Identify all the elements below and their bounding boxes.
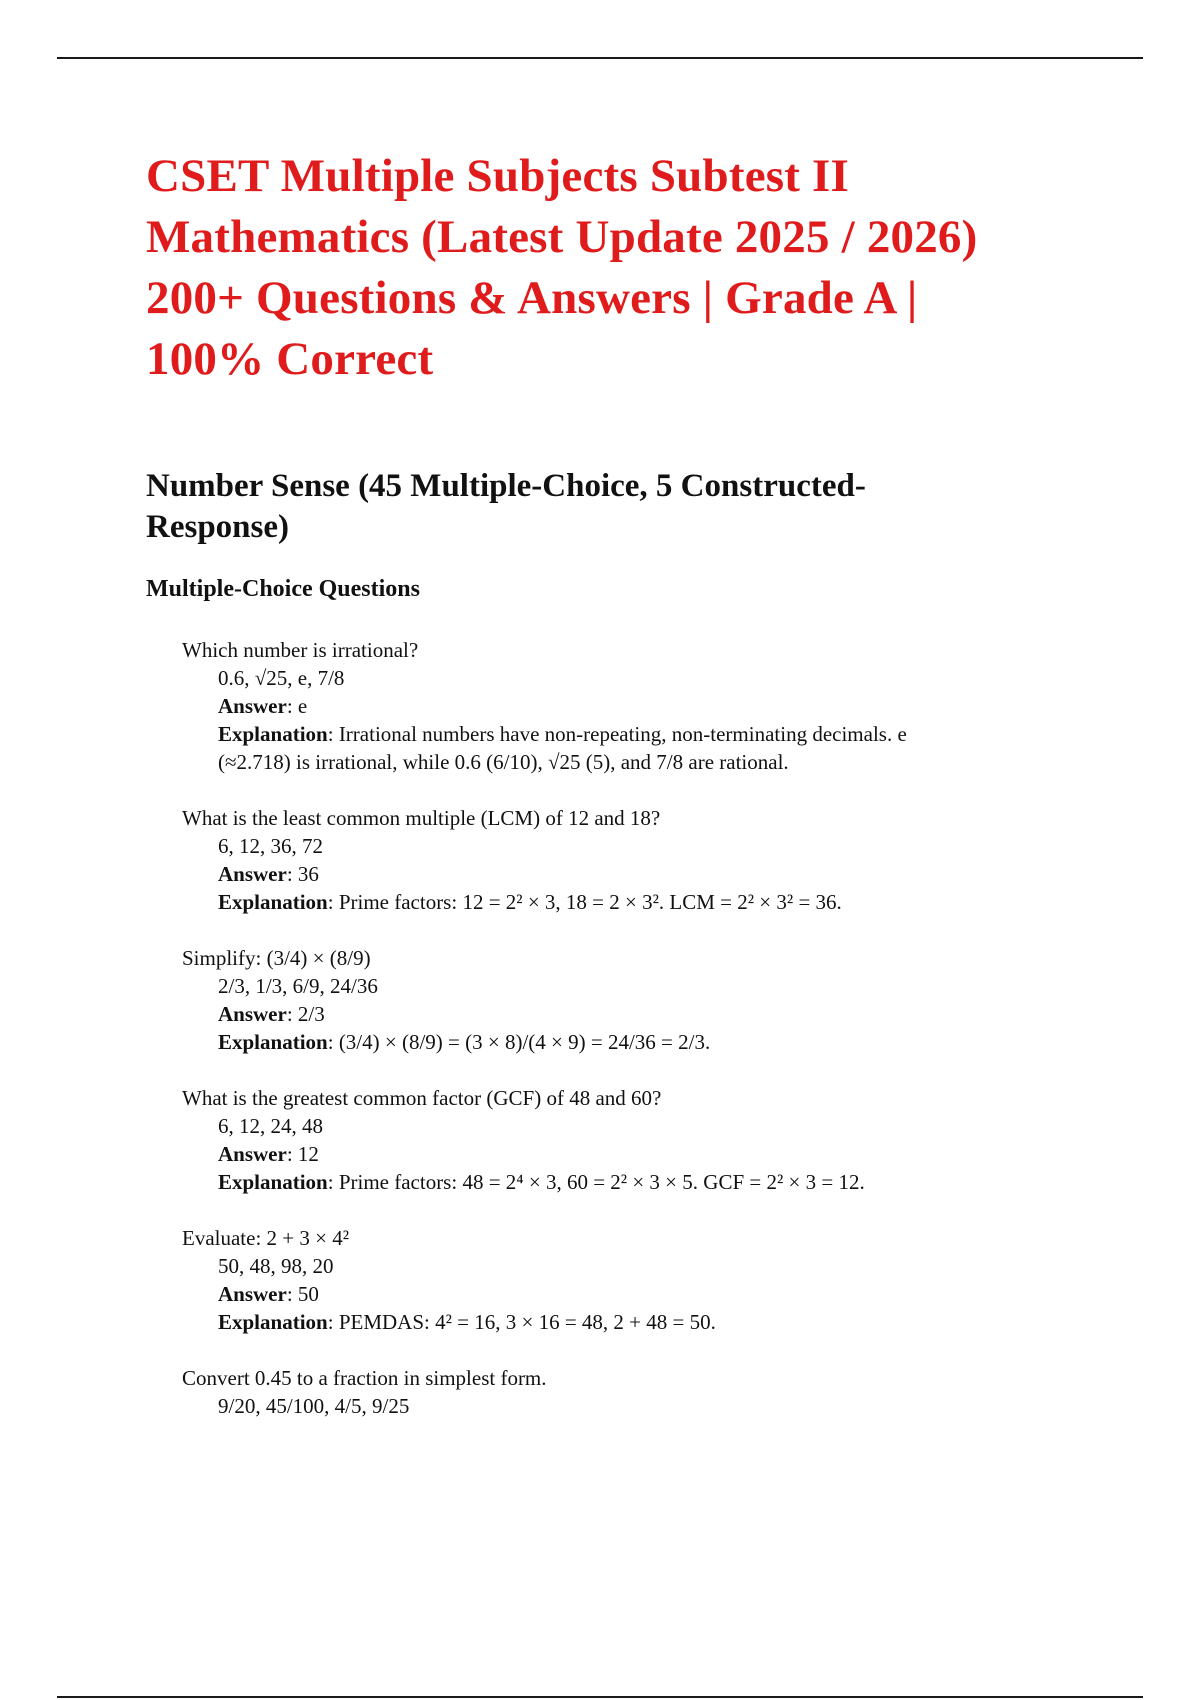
question-body bbox=[182, 972, 1106, 1056]
answer-line bbox=[218, 1000, 1106, 1028]
label-separator: : bbox=[327, 1170, 339, 1194]
answer-line bbox=[218, 1140, 1106, 1168]
question-item bbox=[182, 804, 1106, 916]
answer-value: 36 bbox=[297, 862, 319, 886]
explanation-text: PEMDAS: 4² = 16, 3 × 16 = 48, 2 + 48 = 50. bbox=[338, 1310, 716, 1334]
section-heading-line: Number Sense (45 Multiple-Choice, 5 Constructed- bbox=[146, 468, 866, 504]
answer-options: 6, 12, 24, 48 bbox=[218, 1114, 323, 1138]
question-body bbox=[182, 832, 1106, 916]
label-separator: : bbox=[286, 1002, 298, 1026]
question-body bbox=[182, 1252, 1106, 1336]
question-item bbox=[182, 636, 1106, 776]
label-separator: : bbox=[327, 1310, 339, 1334]
question-body bbox=[182, 1112, 1106, 1196]
label-separator: : bbox=[286, 862, 298, 886]
explanation-label: Explanation bbox=[218, 1170, 328, 1194]
explanation-text: Prime factors: 12 = 2² × 3, 18 = 2 × 3². LCM = 2² × 3² = 36. bbox=[338, 890, 842, 914]
question-list bbox=[146, 636, 1106, 1420]
label-separator: : bbox=[286, 1142, 298, 1166]
bottom-rule bbox=[57, 1696, 1143, 1698]
question-text: What is the greatest common factor (GCF) of 48 and 60? bbox=[182, 1086, 662, 1110]
explanation-text: (3/4) × (8/9) = (3 × 8)/(4 × 9) = 24/36 = 2/3. bbox=[338, 1030, 711, 1054]
explanation-text: Prime factors: 48 = 2⁴ × 3, 60 = 2² × 3 × 5. GCF = 2² × 3 = 12. bbox=[338, 1170, 865, 1194]
question-item bbox=[182, 1224, 1106, 1336]
explanation-label: Explanation bbox=[218, 890, 328, 914]
title-line: 100% Correct bbox=[146, 333, 434, 385]
answer-options: 6, 12, 36, 72 bbox=[218, 834, 323, 858]
question-item bbox=[182, 944, 1106, 1056]
section-heading bbox=[146, 466, 1106, 548]
answer-label: Answer bbox=[218, 1002, 287, 1026]
answer-label: Answer bbox=[218, 1142, 287, 1166]
answer-label: Answer bbox=[218, 694, 287, 718]
question-text: Evaluate: 2 + 3 × 4² bbox=[182, 1226, 350, 1250]
question-text: Simplify: (3/4) × (8/9) bbox=[182, 946, 371, 970]
answer-value: 12 bbox=[297, 1142, 319, 1166]
answer-line bbox=[218, 860, 1106, 888]
answer-line bbox=[218, 1280, 1106, 1308]
label-separator: : bbox=[286, 1282, 298, 1306]
question-item bbox=[182, 1084, 1106, 1196]
answer-line bbox=[218, 692, 1106, 720]
question-text: Convert 0.45 to a fraction in simplest form. bbox=[182, 1366, 547, 1390]
document-title bbox=[146, 146, 1106, 390]
question-text: Which number is irrational? bbox=[182, 638, 419, 662]
title-line: 200+ Questions & Answers | Grade A | bbox=[146, 272, 918, 324]
explanation-line bbox=[218, 1168, 1106, 1196]
explanation-label: Explanation bbox=[218, 1310, 328, 1334]
question-item bbox=[182, 1364, 1106, 1420]
explanation-label: Explanation bbox=[218, 722, 328, 746]
answer-options: 9/20, 45/100, 4/5, 9/25 bbox=[218, 1394, 410, 1418]
label-separator: : bbox=[286, 694, 298, 718]
answer-options: 2/3, 1/3, 6/9, 24/36 bbox=[218, 974, 378, 998]
question-body bbox=[182, 664, 1106, 776]
explanation-text-continued: (≈2.718) is irrational, while 0.6 (6/10), √25 (5), and 7/8 are rational. bbox=[218, 750, 789, 774]
explanation-label: Explanation bbox=[218, 1030, 328, 1054]
answer-label: Answer bbox=[218, 1282, 287, 1306]
explanation-text: Irrational numbers have non-repeating, non-terminating decimals. e bbox=[338, 722, 907, 746]
explanation-line bbox=[218, 1028, 1106, 1056]
document-content bbox=[146, 146, 1106, 1448]
section-heading-line: Response) bbox=[146, 509, 290, 545]
label-separator: : bbox=[327, 1030, 339, 1054]
explanation-line bbox=[218, 720, 1106, 748]
answer-label: Answer bbox=[218, 862, 287, 886]
subsection-heading: Multiple-Choice Questions bbox=[146, 576, 420, 602]
label-separator: : bbox=[327, 722, 339, 746]
question-text: What is the least common multiple (LCM) of 12 and 18? bbox=[182, 806, 661, 830]
answer-options: 50, 48, 98, 20 bbox=[218, 1254, 334, 1278]
answer-value: 2/3 bbox=[297, 1002, 325, 1026]
title-line: Mathematics (Latest Update 2025 / 2026) bbox=[146, 211, 978, 263]
answer-options: 0.6, √25, e, 7/8 bbox=[218, 666, 345, 690]
answer-value: 50 bbox=[297, 1282, 319, 1306]
label-separator: : bbox=[327, 890, 339, 914]
explanation-line bbox=[218, 1308, 1106, 1336]
answer-value: e bbox=[297, 694, 308, 718]
top-rule bbox=[57, 57, 1143, 59]
question-body bbox=[182, 1392, 1106, 1420]
title-line: CSET Multiple Subjects Subtest II bbox=[146, 150, 850, 202]
explanation-line bbox=[218, 888, 1106, 916]
